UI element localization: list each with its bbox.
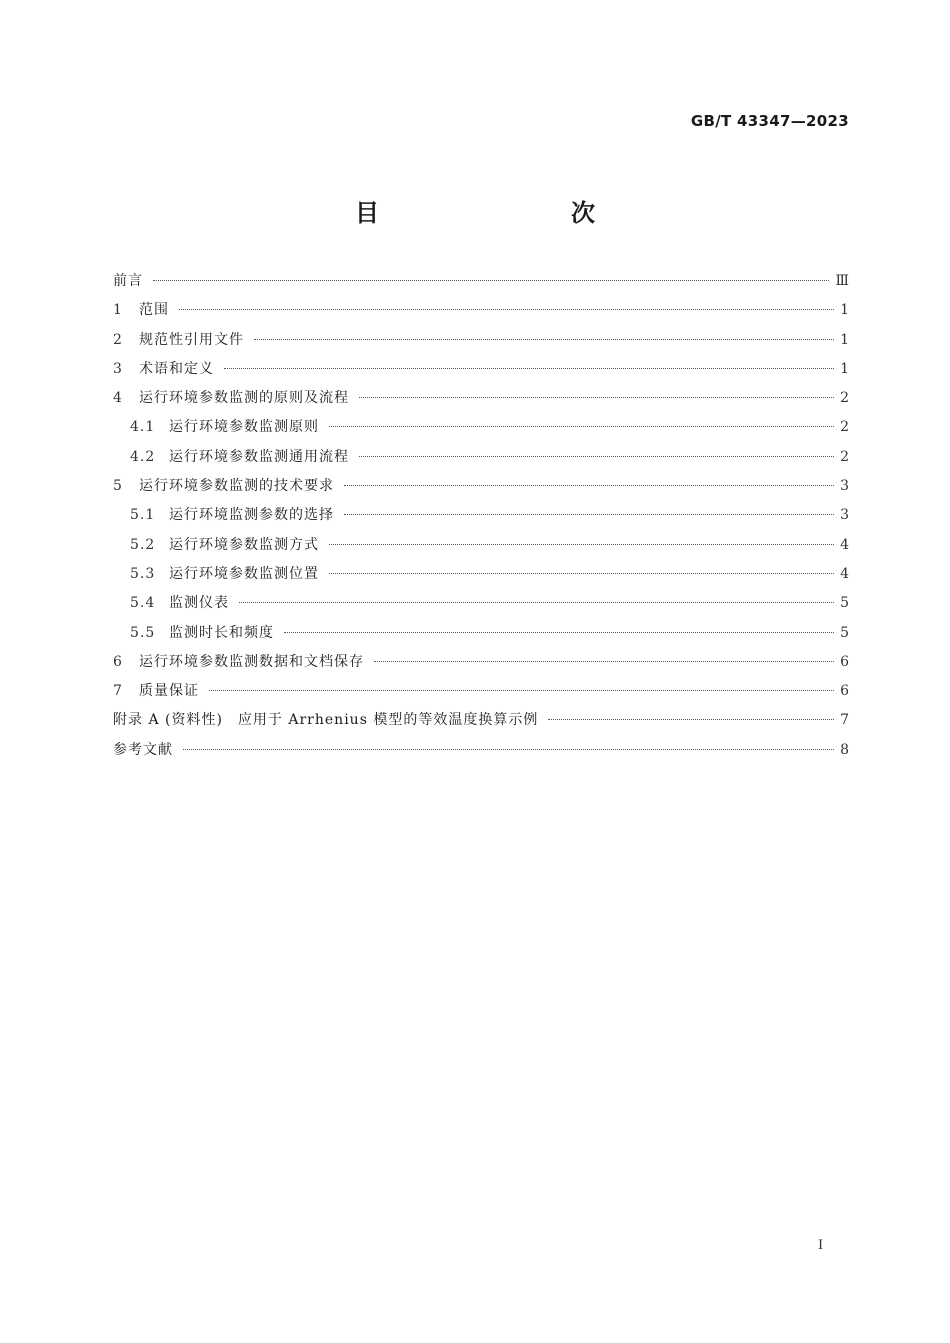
toc-entry-number: 2 [113, 331, 123, 348]
toc-entry-page: 5 [840, 595, 850, 612]
toc-entry-page: 1 [840, 360, 850, 377]
toc-entry-page: 3 [840, 507, 850, 524]
toc-entry-number: 4.1 [130, 419, 156, 436]
toc-entry-number: 5.2 [130, 536, 156, 553]
toc-entry-number: 5.5 [130, 624, 156, 641]
toc-entry[interactable] [113, 329, 850, 358]
toc-entry-label: 参考文献 [113, 741, 173, 758]
toc-entry-page: 2 [840, 390, 850, 407]
toc-entry-page: Ⅲ [835, 273, 850, 289]
toc-entry-number: 1 [113, 302, 123, 319]
toc-entry-page: 5 [840, 624, 850, 641]
dot-leader [183, 748, 834, 750]
dot-leader [329, 425, 834, 427]
toc-entry[interactable] [113, 680, 850, 709]
dot-leader [153, 279, 829, 281]
dot-leader [374, 660, 834, 662]
toc-entry-label: 运行环境参数监测的技术要求 [139, 478, 334, 495]
toc-entry-number: 5.4 [130, 595, 156, 612]
toc-entry-number: 6 [113, 653, 123, 670]
toc-entry-page: 6 [840, 653, 850, 670]
toc-entry-number: 5.3 [130, 565, 156, 582]
dot-leader [239, 601, 834, 603]
dot-leader [548, 718, 834, 720]
toc-entry-number: 3 [113, 360, 123, 377]
dot-leader [329, 543, 834, 545]
toc-entry[interactable] [113, 534, 850, 563]
toc-entry[interactable] [113, 299, 850, 328]
toc-entry-number: 5.1 [130, 507, 156, 524]
toc-entry-number: 7 [113, 683, 123, 700]
toc-entry-label: 监测仪表 [169, 595, 229, 612]
dot-leader [359, 396, 834, 398]
toc-entry-page: 4 [840, 565, 850, 582]
toc-entry[interactable] [113, 358, 850, 387]
dot-leader [344, 484, 834, 486]
standard-code: GB/T 43347—2023 [690, 112, 849, 130]
toc-entry-page: 8 [840, 741, 850, 758]
toc-entry-label: 运行环境监测参数的选择 [169, 507, 334, 524]
toc-entry-label: 运行环境参数监测原则 [169, 419, 319, 436]
toc-entry-label: 质量保证 [139, 683, 199, 700]
toc-entry[interactable] [113, 446, 850, 475]
toc-entry[interactable] [113, 709, 850, 738]
dot-leader [344, 513, 834, 515]
toc-entry-number: 4 [113, 390, 123, 407]
toc-entry[interactable] [113, 387, 850, 416]
table-of-contents [113, 270, 850, 768]
dot-leader [254, 338, 834, 340]
toc-entry-label: 运行环境参数监测位置 [169, 565, 319, 582]
toc-entry[interactable] [113, 651, 850, 680]
toc-entry[interactable] [113, 622, 850, 651]
toc-entry[interactable] [113, 504, 850, 533]
toc-entry-page: 1 [840, 302, 850, 319]
toc-entry-page: 2 [840, 448, 850, 465]
toc-entry-label: 前言 [113, 273, 143, 289]
toc-entry-page: 7 [840, 712, 850, 729]
toc-entry-page: 6 [840, 683, 850, 700]
toc-entry[interactable] [113, 475, 850, 504]
toc-entry-label: 监测时长和频度 [169, 624, 274, 641]
toc-entry-label: 运行环境参数监测方式 [169, 536, 319, 553]
dot-leader [179, 308, 834, 310]
toc-entry-label: 术语和定义 [139, 360, 214, 377]
page-number: I [818, 1238, 824, 1253]
dot-leader [359, 455, 834, 457]
toc-entry-label: 运行环境参数监测数据和文档保存 [139, 653, 364, 670]
toc-entry-page: 1 [840, 331, 850, 348]
toc-entry-number: 4.2 [130, 448, 156, 465]
dot-leader [224, 367, 834, 369]
toc-entry[interactable] [113, 563, 850, 592]
toc-entry-number: 5 [113, 478, 123, 495]
dot-leader [209, 689, 834, 691]
dot-leader [329, 572, 834, 574]
toc-entry-label: 规范性引用文件 [139, 331, 244, 348]
toc-entry-label: 运行环境参数监测的原则及流程 [139, 390, 349, 407]
toc-entry-label: 范围 [139, 302, 169, 319]
toc-title: 目 次 [355, 198, 643, 227]
toc-entry[interactable] [113, 739, 850, 768]
toc-entry-page: 3 [840, 478, 850, 495]
dot-leader [284, 631, 834, 633]
toc-entry-label: 运行环境参数监测通用流程 [169, 448, 349, 465]
toc-entry[interactable] [113, 270, 850, 299]
toc-entry[interactable] [113, 416, 850, 445]
toc-entry[interactable] [113, 592, 850, 621]
toc-entry-page: 2 [840, 419, 850, 436]
toc-entry-page: 4 [840, 536, 850, 553]
toc-entry-label: 附录 A (资料性) 应用于 Arrhenius 模型的等效温度换算示例 [113, 712, 539, 729]
